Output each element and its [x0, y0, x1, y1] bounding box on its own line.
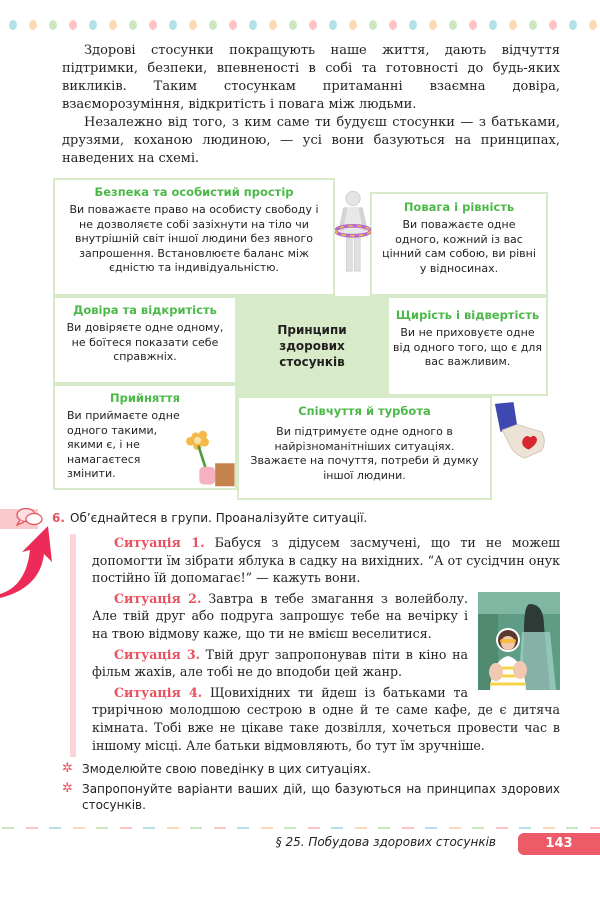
- bullet-text: Запропонуйте варіанти ваших дій, що базуються на принципах здорових стосунків.: [82, 782, 560, 812]
- decorative-dash: [214, 827, 226, 829]
- decorative-dash: [519, 827, 531, 829]
- principle-box-safety: [53, 178, 335, 296]
- decorative-dash: [496, 827, 508, 829]
- task-section: [0, 508, 600, 813]
- decorative-dash: [308, 827, 320, 829]
- decorative-dot: [69, 20, 77, 30]
- decorative-dot: [89, 20, 97, 30]
- decorative-dash: [284, 827, 296, 829]
- page-footer: [0, 827, 600, 867]
- decorative-dash: [73, 827, 85, 829]
- decorative-dash: [120, 827, 132, 829]
- sun-bullet-icon: ✲: [62, 781, 73, 797]
- situation-label: Ситуація 1.: [114, 535, 204, 550]
- diagram-center-label: [237, 296, 387, 396]
- figure-with-ring-icon: [335, 174, 371, 292]
- intro-text: [62, 42, 560, 168]
- principle-box-respect: [370, 192, 548, 296]
- principle-text: Ви поважаєте одне одного, кожний із вас цінний сам собою, ви рівні у відносинах.: [380, 218, 538, 276]
- decorative-dash: [261, 827, 273, 829]
- decorative-dot: [109, 20, 117, 30]
- decorative-dot: [349, 20, 357, 30]
- principles-diagram: [53, 178, 548, 500]
- situation-text: Завтра в тебе змагання з волейболу. Але твій друг або подруга запрошує тебе на вечірку і на твою відмову каже, що ти не вмієш веселитися.: [92, 591, 468, 641]
- principle-box-compassion: [237, 396, 492, 500]
- curved-arrow-icon: [0, 522, 56, 598]
- principle-text: Ви підтримуєте одне одного в найрізноманітніших ситуаціях. Зважаєте на почуття, потреби й думку іншої людини.: [247, 425, 482, 483]
- situation-label: Ситуація 2.: [114, 591, 201, 606]
- principle-title: Повага і рівність: [380, 200, 538, 215]
- principle-text: Ви поважаєте право на особисту свободу і не дозволяєте собі зазіхнути на тіло чи внутрішній світ іншої людини без явного запрошення. Встановлюєте баланс між єдністю та індивідуальністю.: [63, 203, 325, 276]
- situation-label: Ситуація 4.: [114, 685, 202, 700]
- decorative-dot: [49, 20, 57, 30]
- decorative-dot: [249, 20, 257, 30]
- principle-title: Безпека та особистий простір: [63, 185, 325, 200]
- task-instruction: Об’єднайтеся в групи. Проаналізуйте ситуації.: [70, 511, 367, 525]
- task-header: [0, 508, 600, 530]
- decorative-dash: [355, 827, 367, 829]
- decorative-dot: [209, 20, 217, 30]
- decorative-dot: [549, 20, 557, 30]
- situation-label: Ситуація 3.: [114, 647, 200, 662]
- decorative-dot: [389, 20, 397, 30]
- decorative-dot: [189, 20, 197, 30]
- decorative-dot: [289, 20, 297, 30]
- decorative-dash: [49, 827, 61, 829]
- principle-title: Співчуття й турбота: [247, 404, 482, 419]
- situation-text: Щовихідних ти йдеш із батьками та трирічною молодшою сестрою в одне й те саме кафе, де є дитяча кімната. Тобі вже не цікаве таке дозвілля, хочеться провести час в іншому місці. Але батьки відмовляють, бо тут їм зручніше.: [92, 685, 560, 753]
- decorative-dash: [143, 827, 155, 829]
- decorative-dot-row: [0, 20, 600, 30]
- decorative-dot: [469, 20, 477, 30]
- footer-section-title: § 25. Побудова здорових стосунків: [276, 835, 496, 849]
- diagram-center-text: Принципи здорових стосунків: [257, 322, 367, 370]
- decorative-dot: [29, 20, 37, 30]
- situation-text: Бабуся з дідусем засмучені, що ти не можеш допомогти їм зібрати яблука в садку на вихідних. “А от сусідчин онук постійно їй допомагає!” — кажуть вони.: [92, 535, 560, 585]
- decorative-dash: [566, 827, 578, 829]
- decorative-dash: [425, 827, 437, 829]
- decorative-dash: [378, 827, 390, 829]
- decorative-dot: [129, 20, 137, 30]
- decorative-dash: [26, 827, 38, 829]
- principle-text: Ви довіряєте одне одному, не боїтеся показати себе справжніх.: [61, 321, 229, 365]
- decorative-dash: [237, 827, 249, 829]
- decorative-dash-row: [0, 827, 600, 830]
- decorative-dot: [449, 20, 457, 30]
- decorative-dot: [169, 20, 177, 30]
- decorative-dot: [9, 20, 17, 30]
- sun-bullet-icon: ✲: [62, 761, 73, 777]
- page-number: 143: [518, 833, 600, 855]
- decorative-dot: [569, 20, 577, 30]
- decorative-dash: [190, 827, 202, 829]
- principle-title: Щирість і відвертість: [393, 308, 542, 323]
- decorative-dot: [429, 20, 437, 30]
- principle-title: Довіра та відкритість: [61, 303, 229, 318]
- principle-text: Ви не приховуєте одне від одного того, що є для вас важливим.: [393, 326, 542, 370]
- horror-movie-photo: [478, 592, 560, 690]
- principle-text: Ви приймаєте одне одного такими, якими є, і не намагаєтеся змінити.: [61, 409, 185, 482]
- bullet-item-1: [82, 761, 560, 777]
- decorative-dot: [369, 20, 377, 30]
- decorative-dot: [229, 20, 237, 30]
- hand-with-heart-icon: [493, 400, 549, 462]
- task-number: 6.: [52, 511, 65, 525]
- principle-box-trust: [53, 296, 237, 384]
- decorative-dot: [509, 20, 517, 30]
- decorative-dot: [409, 20, 417, 30]
- decorative-dot: [489, 20, 497, 30]
- decorative-dash: [543, 827, 555, 829]
- decorative-dash: [331, 827, 343, 829]
- decorative-dash: [2, 827, 14, 829]
- decorative-dot: [329, 20, 337, 30]
- situation-4: [92, 684, 560, 754]
- decorative-dash: [96, 827, 108, 829]
- hand-with-flower-icon: [181, 428, 237, 488]
- situation-1: [92, 534, 560, 587]
- situation-text: Твій друг запропонував піти в кіно на фільм жахів, але тобі не до вподоби цей жанр.: [92, 647, 468, 680]
- decorative-dash: [472, 827, 484, 829]
- situations-block: [70, 534, 560, 757]
- decorative-dash: [590, 827, 600, 829]
- decorative-dash: [449, 827, 461, 829]
- decorative-dash: [167, 827, 179, 829]
- bullet-item-2: [82, 781, 560, 813]
- decorative-dash: [402, 827, 414, 829]
- intro-paragraph-2: Незалежно від того, з ким саме ти будуєш стосунки — з батьками, друзями, коханою людиною, — усі вони базуються на принципах, наведених на схемі.: [62, 114, 560, 168]
- intro-paragraph-1: Здорові стосунки покращують наше життя, дають відчуття підтримки, безпеки, впевненості в собі та готовності до будь-яких викликів. Таким стосункам притаманні взаємна довіра, взаєморозуміння, відкритість і повага між людьми.: [62, 42, 560, 114]
- decorative-dot: [309, 20, 317, 30]
- principle-box-honesty: [387, 296, 548, 396]
- bullet-text: Змоделюйте свою поведінку в цих ситуаціях.: [82, 762, 371, 776]
- decorative-dot: [589, 20, 597, 30]
- principle-title: Прийняття: [61, 391, 229, 406]
- decorative-dot: [149, 20, 157, 30]
- decorative-dot: [269, 20, 277, 30]
- decorative-dot: [529, 20, 537, 30]
